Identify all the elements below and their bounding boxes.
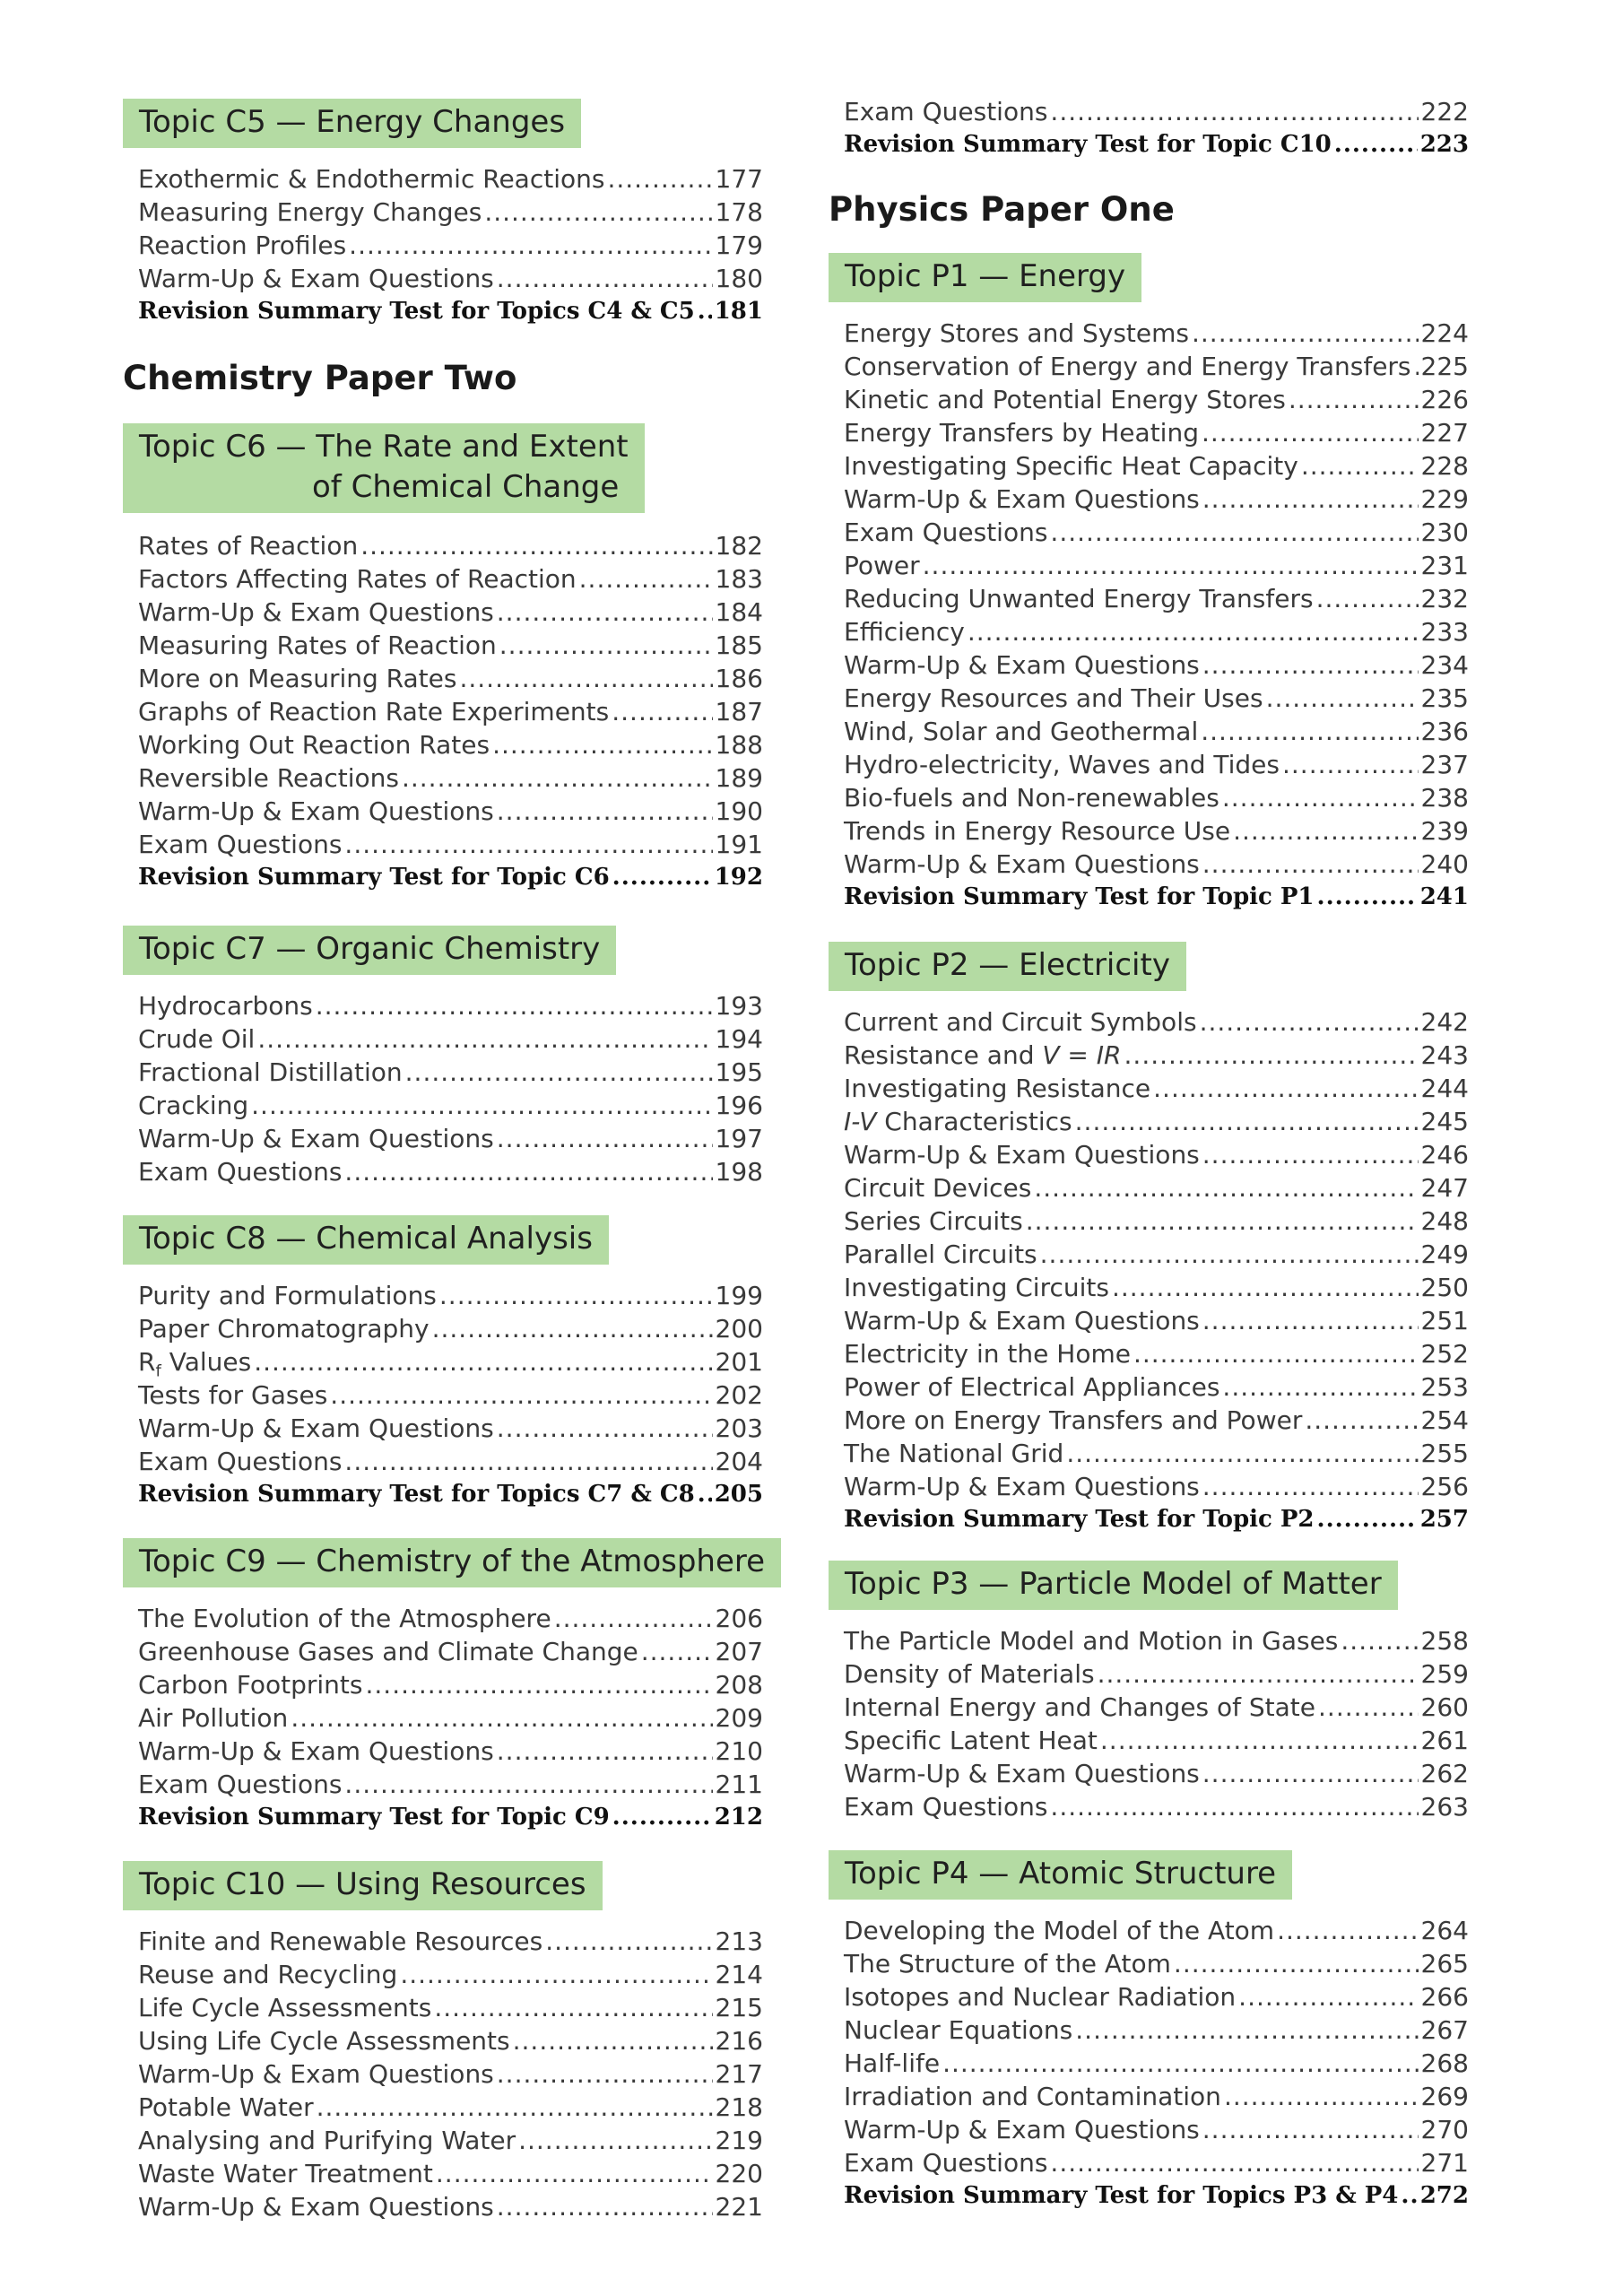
toc-entry[interactable]: More on Energy Transfers and Power ..... 254 bbox=[844, 1404, 1469, 1437]
topic-p2-list bbox=[844, 1005, 1469, 1536]
toc-entry-summary[interactable]: Revision Summary Test for Topic P2 ..... 257 bbox=[844, 1503, 1469, 1536]
topic-p3-list bbox=[844, 1624, 1469, 1823]
toc-entry[interactable]: Purity and Formulations ..... 199 bbox=[138, 1279, 763, 1312]
topic-c9-list bbox=[138, 1602, 763, 1834]
toc-entry[interactable]: Wind, Solar and Geothermal ..... 236 bbox=[844, 715, 1469, 748]
topic-c6-heading-line2: of Chemical Change bbox=[312, 469, 620, 505]
topic-c5-list bbox=[138, 162, 763, 328]
toc-entry[interactable]: Warm-Up & Exam Questions ..... 270 bbox=[844, 2113, 1469, 2146]
toc-entry[interactable]: Bio-fuels and Non-renewables ..... 238 bbox=[844, 781, 1469, 814]
toc-entry[interactable]: Factors Affecting Rates of Reaction ..... 183 bbox=[138, 562, 763, 596]
toc-entry[interactable]: Circuit Devices ..... 247 bbox=[844, 1171, 1469, 1205]
toc-entry[interactable]: Nuclear Equations ..... 267 bbox=[844, 2013, 1469, 2047]
toc-entry[interactable]: Exothermic & Endothermic Reactions ..... 177 bbox=[138, 162, 763, 196]
toc-entry[interactable]: Finite and Renewable Resources ..... 213 bbox=[138, 1925, 763, 1958]
toc-entry[interactable]: The Particle Model and Motion in Gases ..... 258 bbox=[844, 1624, 1469, 1657]
toc-entry[interactable]: Exam Questions ..... 271 bbox=[844, 2146, 1469, 2179]
toc-entry-summary[interactable]: Revision Summary Test for Topic C10 ..... 223 bbox=[844, 128, 1469, 161]
toc-entry[interactable]: Power ..... 231 bbox=[844, 549, 1469, 582]
topic-c7-list bbox=[138, 989, 763, 1188]
topic-c5-heading: Topic C5 — Energy Changes bbox=[123, 99, 581, 148]
toc-entry[interactable]: Conservation of Energy and Energy Transfers ..... 225 bbox=[844, 350, 1469, 383]
toc-entry[interactable]: Air Pollution ..... 209 bbox=[138, 1701, 763, 1735]
toc-entry[interactable]: Density of Materials ..... 259 bbox=[844, 1657, 1469, 1691]
toc-entry[interactable]: Trends in Energy Resource Use ..... 239 bbox=[844, 814, 1469, 848]
topic-c6-heading-line1: Topic C6 — The Rate and Extent bbox=[139, 429, 629, 465]
topic-c7-heading: Topic C7 — Organic Chemistry bbox=[123, 926, 616, 975]
toc-entry[interactable]: Current and Circuit Symbols ..... 242 bbox=[844, 1005, 1469, 1039]
topic-c10-cont-list bbox=[844, 95, 1469, 161]
toc-entry[interactable]: Cracking ..... 196 bbox=[138, 1089, 763, 1122]
topic-c8-heading: Topic C8 — Chemical Analysis bbox=[123, 1215, 609, 1265]
topic-c6-list bbox=[138, 529, 763, 894]
toc-entry[interactable]: The Evolution of the Atmosphere ..... 206 bbox=[138, 1602, 763, 1635]
topic-c10-heading: Topic C10 — Using Resources bbox=[123, 1861, 603, 1910]
toc-entry[interactable]: Potable Water ..... 218 bbox=[138, 2091, 763, 2124]
toc-entry[interactable]: $R_f$ Values ..... 201 bbox=[138, 1345, 763, 1378]
toc-entry[interactable]: Exam Questions ..... 191 bbox=[138, 828, 763, 861]
toc-entry[interactable]: Warm-Up & Exam Questions ..... 210 bbox=[138, 1735, 763, 1768]
toc-entry[interactable]: Waste Water Treatment ..... 220 bbox=[138, 2157, 763, 2190]
toc-entry[interactable]: More on Measuring Rates ..... 186 bbox=[138, 662, 763, 695]
topic-p2-heading: Topic P2 — Electricity bbox=[829, 942, 1186, 991]
toc-entry[interactable]: Working Out Reaction Rates ..... 188 bbox=[138, 728, 763, 761]
toc-entry-summary[interactable]: Revision Summary Test for Topics C4 & C5 ..... 181 bbox=[138, 295, 763, 328]
toc-entry[interactable]: Measuring Rates of Reaction ..... 185 bbox=[138, 629, 763, 662]
toc-entry[interactable]: Reversible Reactions ..... 189 bbox=[138, 761, 763, 795]
topic-c9-heading: Topic C9 — Chemistry of the Atmosphere bbox=[123, 1538, 781, 1587]
toc-entry[interactable]: Rates of Reaction ..... 182 bbox=[138, 529, 763, 562]
toc-entry[interactable]: Tests for Gases ..... 202 bbox=[138, 1378, 763, 1412]
toc-entry-summary[interactable]: Revision Summary Test for Topics P3 & P4 ..... 272 bbox=[844, 2179, 1469, 2213]
topic-p1-heading: Topic P1 — Energy bbox=[829, 253, 1141, 302]
toc-entry[interactable]: Series Circuits ..... 248 bbox=[844, 1205, 1469, 1238]
toc-entry[interactable]: Warm-Up & Exam Questions ..... 184 bbox=[138, 596, 763, 629]
toc-entry[interactable]: Specific Latent Heat ..... 261 bbox=[844, 1724, 1469, 1757]
toc-entry[interactable]: Warm-Up & Exam Questions ..... 256 bbox=[844, 1470, 1469, 1503]
toc-entry-summary[interactable]: Revision Summary Test for Topic C6 ..... 192 bbox=[138, 861, 763, 894]
toc-entry[interactable]: The National Grid ..... 255 bbox=[844, 1437, 1469, 1470]
toc-entry[interactable]: Developing the Model of the Atom ..... 264 bbox=[844, 1914, 1469, 1947]
toc-entry[interactable]: Reducing Unwanted Energy Transfers ..... 232 bbox=[844, 582, 1469, 615]
toc-entry[interactable]: Exam Questions ..... 222 bbox=[844, 95, 1469, 128]
toc-entry[interactable]: Energy Resources and Their Uses ..... 235 bbox=[844, 682, 1469, 715]
toc-entry[interactable]: Warm-Up & Exam Questions ..... 262 bbox=[844, 1757, 1469, 1790]
toc-entry[interactable]: Reuse and Recycling ..... 214 bbox=[138, 1958, 763, 1991]
toc-entry[interactable]: Greenhouse Gases and Climate Change ..... 207 bbox=[138, 1635, 763, 1668]
toc-entry[interactable]: Warm-Up & Exam Questions ..... 234 bbox=[844, 648, 1469, 682]
toc-entry[interactable]: Life Cycle Assessments ..... 215 bbox=[138, 1991, 763, 2024]
toc-entry[interactable]: Exam Questions ..... 198 bbox=[138, 1155, 763, 1188]
chemistry-paper-two-title: Chemistry Paper Two bbox=[123, 359, 517, 397]
toc-entry[interactable]: Energy Stores and Systems ..... 224 bbox=[844, 317, 1469, 350]
toc-entry[interactable]: Crude Oil ..... 194 bbox=[138, 1022, 763, 1056]
physics-paper-one-title: Physics Paper One bbox=[829, 190, 1175, 229]
toc-entry[interactable]: Hydro-electricity, Waves and Tides ..... 237 bbox=[844, 748, 1469, 781]
toc-entry[interactable]: Carbon Footprints ..... 208 bbox=[138, 1668, 763, 1701]
toc-entry[interactable]: Investigating Resistance ..... 244 bbox=[844, 1072, 1469, 1105]
toc-entry[interactable]: Graphs of Reaction Rate Experiments ..... 187 bbox=[138, 695, 763, 728]
toc-entry[interactable]: Warm-Up & Exam Questions ..... 246 bbox=[844, 1138, 1469, 1171]
toc-entry[interactable]: Warm-Up & Exam Questions ..... 203 bbox=[138, 1412, 763, 1445]
toc-entry[interactable]: Isotopes and Nuclear Radiation ..... 266 bbox=[844, 1980, 1469, 2013]
toc-entry[interactable]: Fractional Distillation ..... 195 bbox=[138, 1056, 763, 1089]
toc-entry[interactable]: Warm-Up & Exam Questions ..... 240 bbox=[844, 848, 1469, 881]
toc-entry[interactable]: Exam Questions ..... 230 bbox=[844, 516, 1469, 549]
toc-entry[interactable]: Warm-Up & Exam Questions ..... 221 bbox=[138, 2190, 763, 2223]
toc-entry[interactable]: Analysing and Purifying Water ..... 219 bbox=[138, 2124, 763, 2157]
topic-p3-heading: Topic P3 — Particle Model of Matter bbox=[829, 1561, 1398, 1610]
toc-entry[interactable]: The Structure of the Atom ..... 265 bbox=[844, 1947, 1469, 1980]
toc-entry[interactable]: Resistance and V = IR ..... 243 bbox=[844, 1039, 1469, 1072]
toc-entry[interactable]: Kinetic and Potential Energy Stores ..... 226 bbox=[844, 383, 1469, 416]
toc-entry[interactable]: Investigating Specific Heat Capacity ..... 228 bbox=[844, 449, 1469, 483]
topic-p4-list bbox=[844, 1914, 1469, 2213]
toc-entry[interactable]: Using Life Cycle Assessments ..... 216 bbox=[138, 2024, 763, 2057]
toc-entry[interactable]: Warm-Up & Exam Questions ..... 190 bbox=[138, 795, 763, 828]
toc-entry[interactable]: Warm-Up & Exam Questions ..... 251 bbox=[844, 1304, 1469, 1337]
toc-entry[interactable]: Warm-Up & Exam Questions ..... 180 bbox=[138, 262, 763, 295]
topic-p4-heading: Topic P4 — Atomic Structure bbox=[829, 1850, 1292, 1900]
toc-entry[interactable]: Efficiency ..... 233 bbox=[844, 615, 1469, 648]
toc-entry[interactable]: Electricity in the Home ..... 252 bbox=[844, 1337, 1469, 1370]
toc-entry[interactable]: Warm-Up & Exam Questions ..... 217 bbox=[138, 2057, 763, 2091]
toc-entry[interactable]: Energy Transfers by Heating ..... 227 bbox=[844, 416, 1469, 449]
toc-entry-summary[interactable]: Revision Summary Test for Topic C9 ..... 212 bbox=[138, 1801, 763, 1834]
toc-entry[interactable]: Investigating Circuits ..... 250 bbox=[844, 1271, 1469, 1304]
toc-entry-summary[interactable]: Revision Summary Test for Topic P1 ..... 241 bbox=[844, 881, 1469, 914]
topic-c8-list bbox=[138, 1279, 763, 1511]
toc-entry[interactable]: Warm-Up & Exam Questions ..... 229 bbox=[844, 483, 1469, 516]
toc-entry[interactable]: Exam Questions ..... 204 bbox=[138, 1445, 763, 1478]
toc-entry[interactable]: I-V Characteristics ..... 245 bbox=[844, 1105, 1469, 1138]
toc-entry[interactable]: Reaction Profiles ..... 179 bbox=[138, 229, 763, 262]
toc-entry[interactable]: Paper Chromatography ..... 200 bbox=[138, 1312, 763, 1345]
toc-entry[interactable]: Parallel Circuits ..... 249 bbox=[844, 1238, 1469, 1271]
toc-entry[interactable]: Half-life ..... 268 bbox=[844, 2047, 1469, 2080]
toc-entry-summary[interactable]: Revision Summary Test for Topics C7 & C8 ..... 205 bbox=[138, 1478, 763, 1511]
toc-entry[interactable]: Hydrocarbons ..... 193 bbox=[138, 989, 763, 1022]
toc-entry[interactable]: Warm-Up & Exam Questions ..... 197 bbox=[138, 1122, 763, 1155]
toc-entry[interactable]: Exam Questions ..... 263 bbox=[844, 1790, 1469, 1823]
toc-entry[interactable]: Measuring Energy Changes ..... 178 bbox=[138, 196, 763, 229]
toc-entry[interactable]: Irradiation and Contamination ..... 269 bbox=[844, 2080, 1469, 2113]
topic-p1-list bbox=[844, 317, 1469, 914]
toc-entry[interactable]: Exam Questions ..... 211 bbox=[138, 1768, 763, 1801]
topic-c6-heading bbox=[123, 423, 645, 513]
toc-entry[interactable]: Power of Electrical Appliances ..... 253 bbox=[844, 1370, 1469, 1404]
topic-c10-list bbox=[138, 1925, 763, 2223]
toc-entry[interactable]: Internal Energy and Changes of State ..... 260 bbox=[844, 1691, 1469, 1724]
